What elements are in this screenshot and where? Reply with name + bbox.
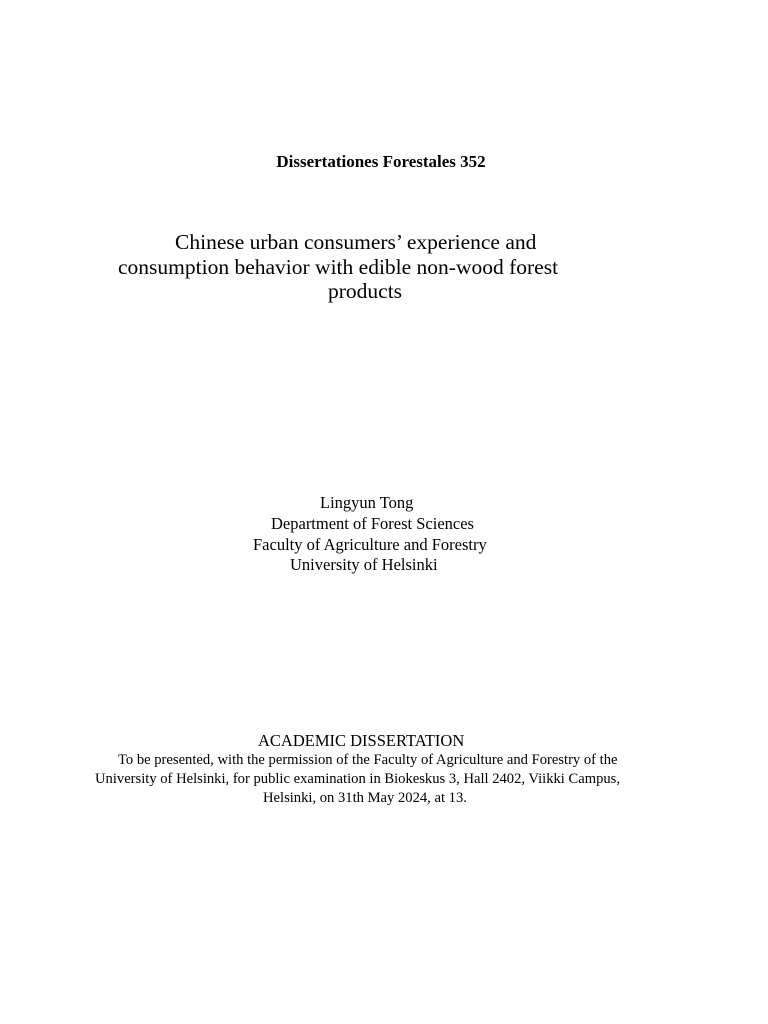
author-department: Department of Forest Sciences: [271, 514, 474, 533]
author-faculty: Faculty of Agriculture and Forestry: [253, 535, 487, 554]
academic-dissertation-heading: ACADEMIC DISSERTATION: [258, 731, 465, 750]
dissertation-title-line-2: consumption behavior with edible non-wood forest: [118, 255, 559, 279]
presentation-text-line-2: University of Helsinki, for public examination in Biokeskus 3, Hall 2402, Viikki Campus,: [95, 771, 620, 787]
dissertation-title-line-1: Chinese urban consumers’ experience and: [175, 230, 537, 254]
series-title: Dissertationes Forestales 352: [276, 152, 486, 171]
author-university: University of Helsinki: [290, 555, 438, 574]
dissertation-title-line-3: products: [328, 279, 403, 303]
presentation-text-line-3: Helsinki, on 31th May 2024, at 13.: [263, 790, 467, 806]
presentation-text-line-1: To be presented, with the permission of the Faculty of Agriculture and Forestry of the: [118, 752, 618, 768]
author-name: Lingyun Tong: [320, 493, 414, 512]
